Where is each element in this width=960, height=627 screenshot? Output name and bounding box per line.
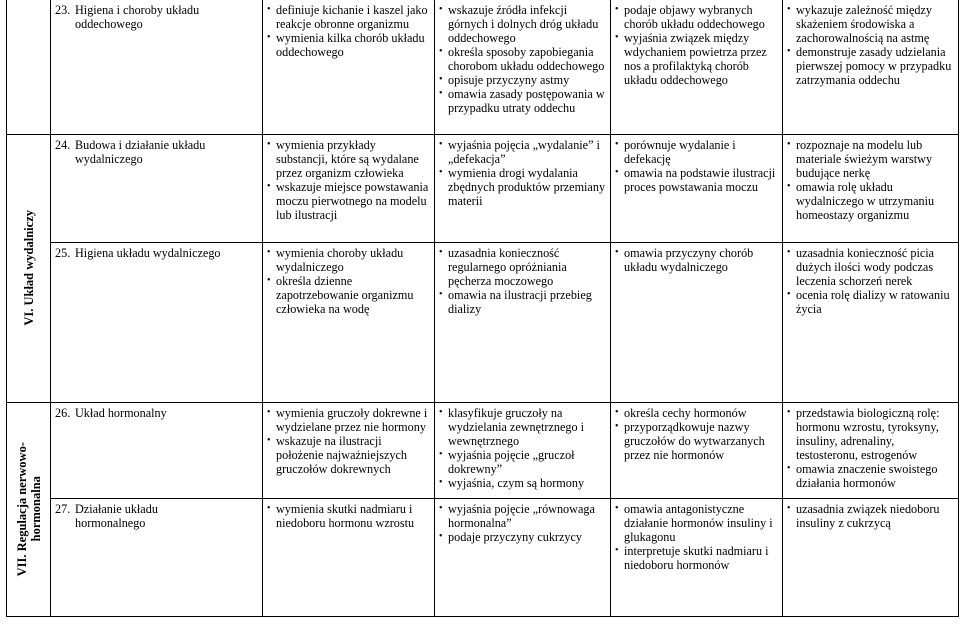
list-item: • uzasadnia związek niedoboru insuliny z cukrzycą: [787, 502, 954, 530]
list-item: • porównuje wydalanie i defekację: [615, 138, 778, 166]
section-label: VII. Regulacja nerwowo- hormonalna: [14, 441, 43, 577]
list-item: • wymienia przykłady substancji, które są wydalane przez organizm człowieka: [267, 138, 430, 180]
requirements-cell: [263, 242, 435, 402]
lesson-topic: Higiena i choroby układu oddechowego: [75, 3, 200, 31]
list-item: • omawia na ilustracji przebieg dializy: [439, 288, 606, 316]
requirements-cell: [263, 402, 435, 498]
topic-cell: [51, 402, 263, 498]
requirements-cell: [263, 498, 435, 616]
list-item: • wskazuje miejsce powstawania moczu pierwotnego na modelu lub ilustracji: [267, 180, 430, 222]
list-item: • wymienia choroby układu wydalniczego: [267, 246, 430, 274]
requirements-cell: [435, 402, 611, 498]
list-item: • ocenia rolę dializy w ratowaniu życia: [787, 288, 954, 316]
section-cell: [7, 402, 51, 616]
table-row: [7, 402, 959, 498]
topic-cell: [51, 0, 263, 134]
list-item: • wymienia kilka chorób układu oddechowego: [267, 31, 430, 59]
section-label: VI. Układ wydalniczy: [21, 210, 36, 326]
requirements-cell: [263, 0, 435, 134]
list-item: • wymienia skutki nadmiaru i niedoboru hormonu wzrostu: [267, 502, 430, 530]
list-item: • definiuje kichanie i kaszel jako reakcje obronne organizmu: [267, 3, 430, 31]
list-item: • klasyfikuje gruczoły na wydzielania zewnętrznego i wewnętrznego: [439, 406, 606, 448]
requirements-cell: [435, 134, 611, 242]
list-item: • wymienia gruczoły dokrewne i wydzielane przez nie hormony: [267, 406, 430, 434]
list-item: • wykazuje zależność między skażeniem środowiska a zachorowalnością na astmę: [787, 3, 954, 45]
curriculum-table: [6, 0, 959, 617]
lesson-topic: Działanie układu hormonalnego: [75, 501, 158, 530]
list-item: • omawia antagonistyczne działanie hormonów insuliny i glukagonu: [615, 502, 778, 544]
list-item: • określa cechy hormonów: [615, 406, 778, 420]
lesson-number: 25.: [55, 245, 71, 260]
list-item: • uzasadnia konieczność regularnego opróżniania pęcherza moczowego: [439, 246, 606, 288]
list-item: • określa dzienne zapotrzebowanie organizmu człowieka na wodę: [267, 274, 430, 316]
requirements-cell: [435, 498, 611, 616]
list-item: • wskazuje na ilustracji położenie najważniejszych gruczołów dokrewnych: [267, 434, 430, 476]
topic-cell: [51, 242, 263, 402]
lesson-number: 26.: [55, 405, 71, 420]
requirements-cell: [435, 0, 611, 134]
lesson-number: 27.: [55, 501, 71, 516]
section-cell: [7, 134, 51, 402]
table-row: [7, 498, 959, 616]
list-item: • wyjaśnia pojęcie „gruczoł dokrewny”: [439, 448, 606, 476]
requirements-cell: [611, 0, 783, 134]
table-row: [7, 134, 959, 242]
requirements-cell: [263, 134, 435, 242]
list-item: • wyjaśnia, czym są hormony: [439, 476, 606, 490]
list-item: • podaje przyczyny cukrzycy: [439, 530, 606, 544]
list-item: • przedstawia biologiczną rolę: hormonu wzrostu, tyroksyny, insuliny, adrenaliny, testosteronu, estrogenów: [787, 406, 954, 462]
requirements-cell: [783, 0, 959, 134]
list-item: • opisuje przyczyny astmy: [439, 73, 606, 87]
requirements-cell: [611, 242, 783, 402]
table-row: [7, 242, 959, 402]
section-cell-empty: [7, 0, 51, 134]
list-item: • określa sposoby zapobiegania chorobom układu oddechowego: [439, 45, 606, 73]
list-item: • interpretuje skutki nadmiaru i niedoboru hormonów: [615, 544, 778, 572]
lesson-number: 23.: [55, 3, 71, 17]
requirements-cell: [435, 242, 611, 402]
requirements-cell: [611, 134, 783, 242]
requirements-cell: [783, 134, 959, 242]
list-item: • rozpoznaje na modelu lub materiale świeżym warstwy budujące nerkę: [787, 138, 954, 180]
list-item: • wymienia drogi wydalania zbędnych produktów przemiany materii: [439, 166, 606, 208]
topic-cell: [51, 134, 263, 242]
requirements-cell: [783, 402, 959, 498]
table-row: [7, 0, 959, 134]
requirements-cell: [611, 402, 783, 498]
list-item: • przyporządkowuje nazwy gruczołów do wytwarzanych przez nie hormonów: [615, 420, 778, 462]
lesson-number: 24.: [55, 137, 71, 152]
list-item: • omawia rolę układu wydalniczego w utrzymaniu homeostazy organizmu: [787, 180, 954, 222]
lesson-topic: Budowa i działanie układu wydalniczego: [75, 137, 206, 166]
lesson-topic: Układ hormonalny: [75, 405, 167, 420]
requirements-cell: [611, 498, 783, 616]
list-item: • demonstruje zasady udzielania pierwszej pomocy w przypadku zatrzymania oddechu: [787, 45, 954, 87]
requirements-cell: [783, 498, 959, 616]
list-item: • wyjaśnia związek między wdychaniem powietrza przez nos a profilaktyką chorób układu oddechowego: [615, 31, 778, 87]
list-item: • omawia zasady postępowania w przypadku utraty oddechu: [439, 87, 606, 115]
list-item: • omawia na podstawie ilustracji proces powstawania moczu: [615, 166, 778, 194]
list-item: • omawia znaczenie swoistego działania hormonów: [787, 462, 954, 490]
topic-cell: [51, 498, 263, 616]
list-item: • wyjaśnia pojęcia „wydalanie” i „defekacja”: [439, 138, 606, 166]
list-item: • podaje objawy wybranych chorób układu oddechowego: [615, 3, 778, 31]
requirements-cell: [783, 242, 959, 402]
list-item: • uzasadnia konieczność picia dużych ilości wody podczas leczenia schorzeń nerek: [787, 246, 954, 288]
list-item: • wskazuje źródła infekcji górnych i dolnych dróg układu oddechowego: [439, 3, 606, 45]
list-item: • wyjaśnia pojęcie „równowaga hormonalna”: [439, 502, 606, 530]
list-item: • omawia przyczyny chorób układu wydalniczego: [615, 246, 778, 274]
lesson-topic: Higiena układu wydalniczego: [75, 245, 221, 260]
